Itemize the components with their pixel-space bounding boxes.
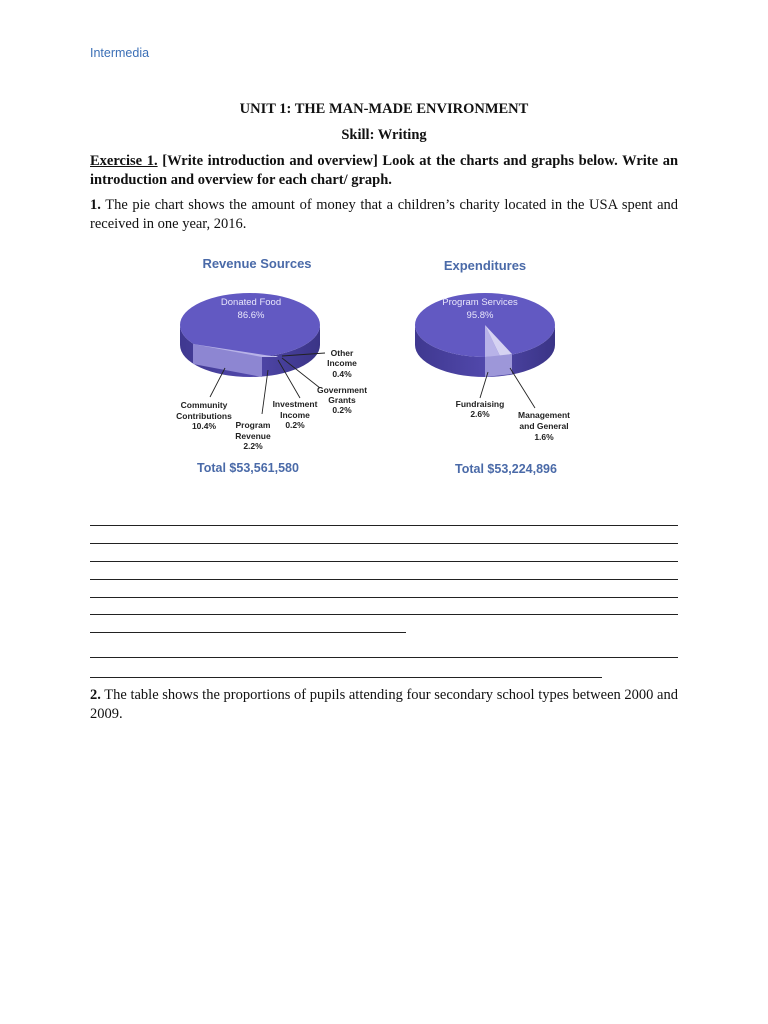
program-services-label: Program Services [442, 297, 518, 308]
other-income-label: Other [330, 348, 354, 358]
task-2-number: 2. [90, 687, 101, 703]
management-value: 1.6% [534, 432, 554, 442]
investment-income-label: Investment [272, 399, 318, 409]
management-label-2: and General [519, 421, 569, 431]
government-grants-label: Government [316, 385, 368, 395]
other-income-label-2: Income [327, 358, 357, 368]
revenue-chart-title: Revenue Sources [202, 256, 312, 271]
task-2-text: The table shows the proportions of pupils attending four secondary school types between 2000 and 2009. [90, 687, 678, 722]
expenditures-wedge-side [485, 354, 512, 377]
skill-heading: Skill: Writing [341, 127, 427, 143]
government-grants-label-2: Grants [328, 395, 356, 405]
expenditures-chart-title: Expenditures [443, 258, 527, 273]
program-revenue-label: Program [235, 420, 271, 430]
answer-line[interactable] [90, 525, 678, 526]
answer-line[interactable] [90, 543, 678, 544]
program-revenue-value: 2.2% [243, 441, 263, 451]
investment-income-label-2: Income [280, 410, 310, 420]
community-contributions-label-2: Contributions [176, 411, 232, 421]
investment-income-value: 0.2% [285, 420, 305, 430]
community-contributions-label: Community [180, 400, 228, 410]
task-2-prompt [90, 686, 678, 724]
program-services-value: 95.8% [466, 310, 494, 321]
answer-line[interactable] [90, 632, 406, 633]
task-1-text: The pie chart shows the amount of money that a children’s charity located in the USA spent and received in one year, 2016. [90, 197, 679, 232]
community-contributions-value: 10.4% [191, 421, 217, 431]
answer-line[interactable] [90, 579, 678, 580]
task-1-number: 1. [90, 197, 101, 213]
other-income-value: 0.4% [332, 369, 352, 379]
donated-food-value: 86.6% [237, 310, 265, 321]
expenditures-total: Total $53,224,896 [455, 462, 557, 476]
fundraising-label: Fundraising [455, 399, 505, 409]
answer-line[interactable] [90, 561, 678, 562]
management-label: Management [518, 410, 570, 420]
donated-food-label: Donated Food [220, 297, 282, 308]
government-grants-value: 0.2% [332, 405, 352, 415]
answer-line[interactable] [90, 677, 602, 678]
exercise-label: Exercise 1. [90, 153, 158, 169]
program-revenue-label-2: Revenue [235, 431, 271, 441]
brand-header: Intermedia [90, 46, 150, 60]
answer-line[interactable] [90, 614, 678, 615]
unit-title: UNIT 1: THE MAN-MADE ENVIRONMENT [239, 101, 529, 117]
answer-line[interactable] [90, 597, 678, 598]
answer-line[interactable] [90, 657, 678, 658]
revenue-total: Total $53,561,580 [197, 461, 299, 475]
fundraising-value: 2.6% [470, 409, 490, 419]
exercise-text: [Write introduction and overview] Look at the charts and graphs below. Write an introduction and overview for each chart/ graph. [90, 153, 679, 188]
